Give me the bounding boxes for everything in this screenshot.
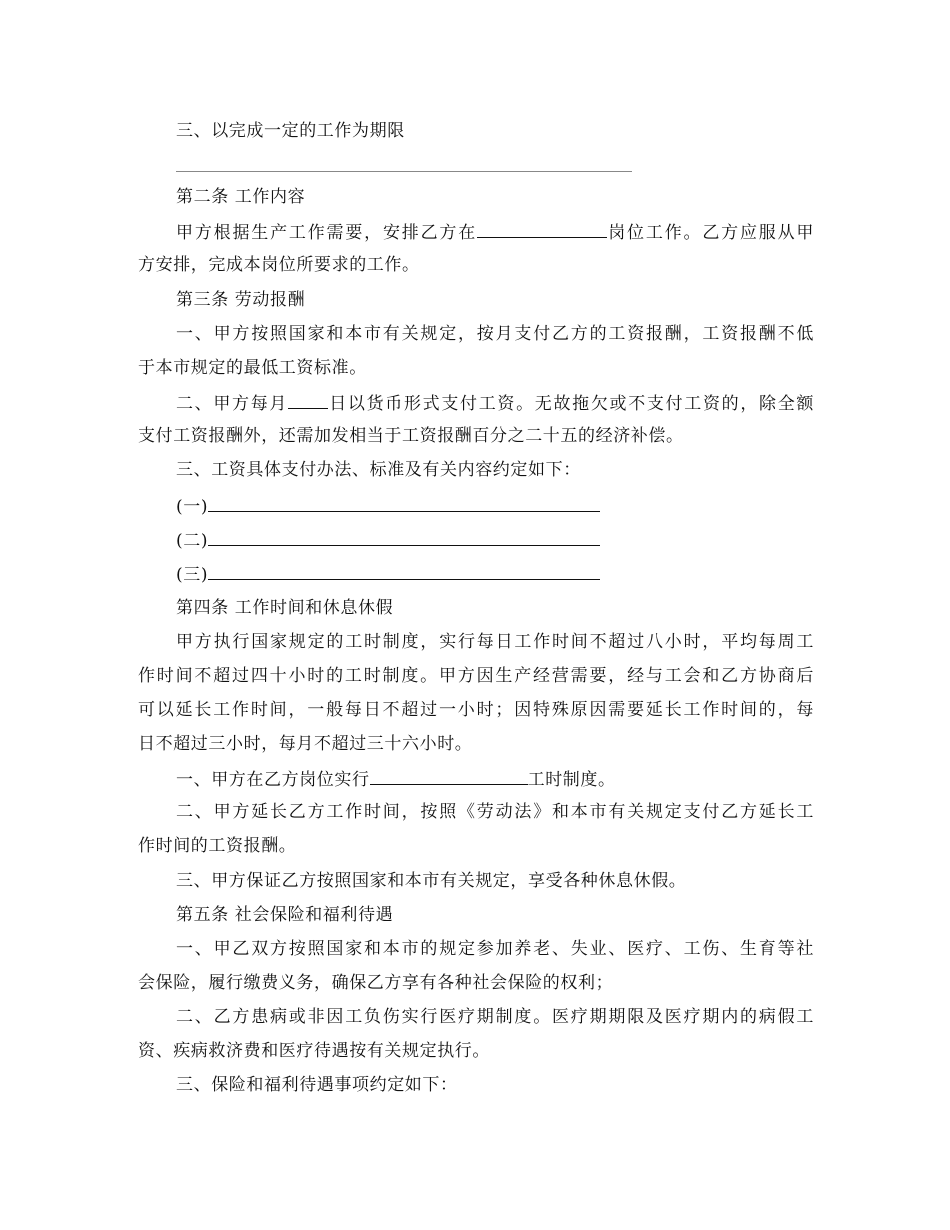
term-option-three: 三、以完成一定的工作为期限 bbox=[176, 121, 405, 141]
article-3-para-2-line-2: 支付工资报酬外，还需加发相当于工资报酬百分之二十五的经济补偿。 bbox=[138, 426, 684, 446]
article-2-text-before-blank: 甲方根据生产工作需要，安排乙方在 bbox=[176, 223, 478, 243]
article-2-text-after-blank: 岗位工作。乙方应服从甲 bbox=[607, 223, 814, 243]
fill-item-2-label: (二) bbox=[176, 531, 209, 551]
fill-item-1 bbox=[176, 495, 814, 517]
article-5-item-2-line-1: 二、乙方患病或非因工负伤实行医疗期制度。医疗期期限及医疗期内的病假工 bbox=[176, 1007, 814, 1027]
article-5-item-3: 三、保险和福利待遇事项约定如下： bbox=[176, 1075, 458, 1095]
article-3-heading: 第三条 劳动报酬 bbox=[176, 290, 306, 310]
article-4-para-line-4: 日不超过三小时，每月不超过三十六小时。 bbox=[138, 734, 473, 754]
fill-item-3 bbox=[176, 563, 814, 585]
hours-system-blank bbox=[370, 768, 528, 785]
article-5-item-1-line-2: 会保险，履行缴费义务，确保乙方享有各种社会保险的权利； bbox=[138, 973, 614, 993]
article-3-para-1-line-1: 一、甲方按照国家和本市有关规定，按月支付乙方的工资报酬，工资报酬不低 bbox=[176, 324, 814, 344]
blank-rule bbox=[176, 171, 632, 172]
fill-item-2-blank bbox=[208, 529, 600, 546]
fill-item-2 bbox=[176, 529, 814, 551]
fill-item-3-blank bbox=[208, 563, 600, 580]
article-3-text-after-blank: 日以货币形式支付工资。无故拖欠或不支付工资的，除全额 bbox=[328, 394, 814, 414]
article-2-para-line-2: 方安排，完成本岗位所要求的工作。 bbox=[138, 255, 420, 275]
article-4-item-2-line-2: 作时间的工资报酬。 bbox=[138, 836, 297, 856]
article-3-para-3: 三、工资具体支付办法、标准及有关内容约定如下： bbox=[176, 460, 581, 480]
fill-item-3-label: (三) bbox=[176, 565, 209, 585]
article-5-item-1-line-1: 一、甲乙双方按照国家和本市的规定参加养老、失业、医疗、工伤、生育等社 bbox=[176, 939, 814, 959]
article-2-heading: 第二条 工作内容 bbox=[176, 187, 306, 207]
payday-blank bbox=[288, 392, 328, 409]
article-3-para-1-line-2: 于本市规定的最低工资标准。 bbox=[138, 358, 367, 378]
article-4-item-2-line-1: 二、甲方延长乙方工作时间，按照《劳动法》和本市有关规定支付乙方延长工 bbox=[176, 802, 814, 822]
article-4-para-line-3: 可以延长工作时间，一般每日不超过一小时；因特殊原因需要延长工作时间的，每 bbox=[138, 700, 814, 720]
position-blank bbox=[477, 221, 607, 238]
article-2-para-line-1 bbox=[176, 221, 814, 243]
article-3-para-2-line-1 bbox=[176, 392, 814, 414]
article-5-heading: 第五条 社会保险和福利待遇 bbox=[176, 905, 394, 925]
article-4-heading: 第四条 工作时间和休息休假 bbox=[176, 598, 394, 618]
article-3-text-before-blank: 二、甲方每月 bbox=[176, 394, 289, 414]
article-5-item-2-line-2: 资、疾病救济费和医疗待遇按有关规定执行。 bbox=[138, 1041, 490, 1061]
article-4-item-3: 三、甲方保证乙方按照国家和本市有关规定，享受各种休息休假。 bbox=[176, 871, 687, 891]
article-4-item-1-text-before-blank: 一、甲方在乙方岗位实行 bbox=[176, 770, 370, 790]
article-4-para-line-2: 作时间不超过四十小时的工时制度。甲方因生产经营需要，经与工会和乙方协商后 bbox=[138, 666, 814, 686]
fill-item-1-label: (一) bbox=[176, 497, 209, 517]
fill-item-1-blank bbox=[208, 495, 600, 512]
article-4-para-line-1: 甲方执行国家规定的工时制度，实行每日工作时间不超过八小时，平均每周工 bbox=[176, 632, 814, 652]
article-4-item-1-text-after-blank: 工时制度。 bbox=[527, 770, 616, 790]
article-4-item-1 bbox=[176, 768, 814, 790]
